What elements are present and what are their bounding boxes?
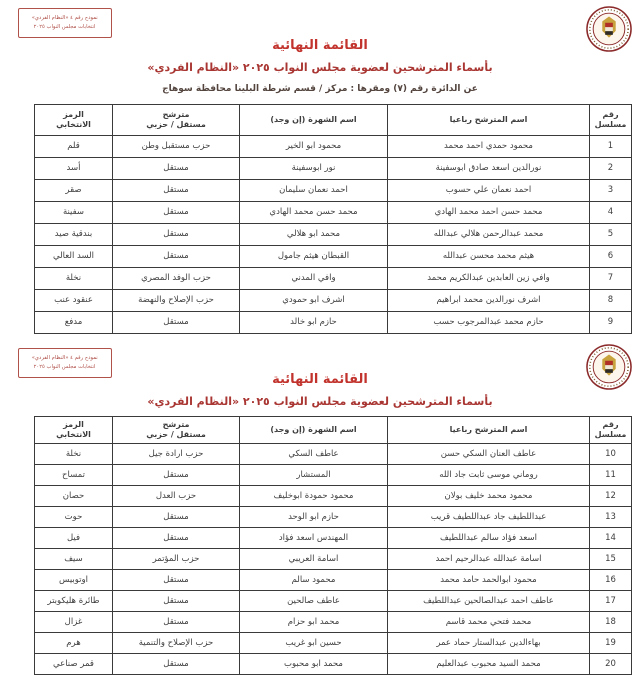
cell-party: حزب المؤتمر	[113, 549, 240, 570]
cell-party: مستقل	[113, 465, 240, 486]
table-row	[35, 158, 632, 180]
cell-symbol: قمر صناعي	[35, 654, 113, 675]
cell-party: مستقل	[113, 180, 240, 202]
cell-party: حزب الوفد المصري	[113, 268, 240, 290]
table-row	[35, 290, 632, 312]
cell-serial: 13	[590, 507, 632, 528]
cell-serial: 2	[590, 158, 632, 180]
cell-candidate-name: هيثم محمد محسن عبدالله	[388, 246, 590, 268]
header-party-line1: مترشح	[162, 110, 190, 119]
header-symbol-line1: الرمز	[63, 420, 84, 429]
cell-candidate-name: وافي زين العابدين عبدالكريم محمد	[388, 268, 590, 290]
cell-nickname: المهندس اسعد فؤاد	[240, 528, 388, 549]
cell-symbol: غزال	[35, 612, 113, 633]
cell-party: حزب الإصلاح والنهضة	[113, 290, 240, 312]
cell-candidate-name: محمود محمد خليف بولان	[388, 486, 590, 507]
header-party-line2: مستقل / حزبي	[146, 120, 206, 129]
table-row	[35, 570, 632, 591]
table-row	[35, 528, 632, 549]
cell-serial: 18	[590, 612, 632, 633]
cell-nickname: احمد نعمان سليمان	[240, 180, 388, 202]
candidates-table-page-1	[34, 104, 632, 334]
cell-nickname: وافي المدني	[240, 268, 388, 290]
cell-party: مستقل	[113, 654, 240, 675]
table-row	[35, 202, 632, 224]
cell-party: مستقل	[113, 158, 240, 180]
cell-serial: 20	[590, 654, 632, 675]
table-row	[35, 549, 632, 570]
cell-candidate-name: عاطف العنان السكي حسن	[388, 444, 590, 465]
table-header-row	[35, 417, 632, 444]
page-subtitle: بأسماء المترشحين لعضوية مجلس النواب ٢٠٢٥ «النظام الفردي»	[147, 61, 493, 74]
cell-symbol: سفينة	[35, 202, 113, 224]
cell-party: مستقل	[113, 612, 240, 633]
cell-serial: 14	[590, 528, 632, 549]
header-candidate-name: اسم المترشح رباعيا	[388, 417, 590, 444]
table-header-row	[35, 105, 632, 136]
header-serial-line1: رقم	[602, 110, 619, 119]
final-list-page-2	[0, 340, 640, 679]
cell-nickname: اشرف ابو حمودي	[240, 290, 388, 312]
header-serial	[590, 417, 632, 444]
cell-party: مستقل	[113, 246, 240, 268]
header-nickname: اسم الشهرة (إن وجد)	[240, 105, 388, 136]
page-subtitle: بأسماء المترشحين لعضوية مجلس النواب ٢٠٢٥ «النظام الفردي»	[147, 395, 493, 408]
header-serial	[590, 105, 632, 136]
cell-serial: 15	[590, 549, 632, 570]
header-candidate-name: اسم المترشح رباعيا	[388, 105, 590, 136]
table-row	[35, 180, 632, 202]
cell-nickname: محمود ابو الخير	[240, 136, 388, 158]
cell-symbol: مدفع	[35, 312, 113, 334]
cell-nickname: محمد ابو هلالي	[240, 224, 388, 246]
cell-candidate-name: بهاءالدين عبدالستار حماد عمر	[388, 633, 590, 654]
cell-candidate-name: روماني موسى ثابت جاد الله	[388, 465, 590, 486]
table-row	[35, 444, 632, 465]
cell-party: حزب الإصلاح والتنمية	[113, 633, 240, 654]
header-symbol	[35, 105, 113, 136]
cell-nickname: نور ابوسفينة	[240, 158, 388, 180]
cell-serial: 4	[590, 202, 632, 224]
cell-serial: 16	[590, 570, 632, 591]
cell-candidate-name: عبداللطيف جاد عبداللطيف قريب	[388, 507, 590, 528]
cell-serial: 7	[590, 268, 632, 290]
table-row	[35, 612, 632, 633]
cell-party: مستقل	[113, 312, 240, 334]
candidates-table-page-2	[34, 416, 632, 675]
table-row	[35, 465, 632, 486]
cell-symbol: فيل	[35, 528, 113, 549]
cell-candidate-name: اسعد فؤاد سالم عبداللطيف	[388, 528, 590, 549]
table-body	[35, 444, 632, 675]
stamp-line-2: انتخابات مجلس النواب ٢٠٢٥	[34, 23, 96, 30]
page-title: القائمة النهائية	[272, 38, 368, 53]
cell-symbol: أسد	[35, 158, 113, 180]
cell-party: حزب مستقبل وطن	[113, 136, 240, 158]
table-row	[35, 486, 632, 507]
table-row	[35, 136, 632, 158]
cell-candidate-name: محمد عبدالرحمن هلالي عبدالله	[388, 224, 590, 246]
cell-serial: 19	[590, 633, 632, 654]
cell-symbol: تمساح	[35, 465, 113, 486]
cell-serial: 5	[590, 224, 632, 246]
header-party-line2: مستقل / حزبي	[146, 430, 206, 439]
header-nickname: اسم الشهرة (إن وجد)	[240, 417, 388, 444]
cell-symbol: نخلة	[35, 444, 113, 465]
cell-nickname: محمود حمودة ابوخليف	[240, 486, 388, 507]
cell-nickname: المستشار	[240, 465, 388, 486]
cell-candidate-name: نورالدين اسعد صادق ابوسفينة	[388, 158, 590, 180]
cell-candidate-name: احمد نعمان علي حسوب	[388, 180, 590, 202]
cell-nickname: اسامة العريبي	[240, 549, 388, 570]
district-line: عن الدائرة رقم (٧) ومقرها : مركز / قسم شرطة البلينا محافظة سوهاج	[162, 84, 478, 94]
stamp-line-1: نموذج رقم ٤ «النظام الفردي»	[32, 15, 98, 22]
cell-symbol: صقر	[35, 180, 113, 202]
cell-nickname: عاطف السكي	[240, 444, 388, 465]
cell-serial: 1	[590, 136, 632, 158]
cell-candidate-name: اسامة عبدالله عبدالرحيم احمد	[388, 549, 590, 570]
header-party	[113, 105, 240, 136]
cell-serial: 11	[590, 465, 632, 486]
table-body	[35, 136, 632, 334]
cell-serial: 8	[590, 290, 632, 312]
cell-party: حزب العدل	[113, 486, 240, 507]
cell-party: مستقل	[113, 528, 240, 549]
cell-candidate-name: محمد حسن احمد محمد الهادي	[388, 202, 590, 224]
header-serial-line1: رقم	[602, 420, 619, 429]
header-symbol	[35, 417, 113, 444]
cell-candidate-name: عاطف احمد عبدالصالحين عبداللطيف	[388, 591, 590, 612]
cell-candidate-name: محمود ابوالحمد حامد محمد	[388, 570, 590, 591]
cell-symbol: عنقود عنب	[35, 290, 113, 312]
cell-party: مستقل	[113, 507, 240, 528]
form-number-stamp	[18, 8, 112, 38]
cell-symbol: هرم	[35, 633, 113, 654]
header-symbol-line2: الانتخابي	[56, 430, 91, 439]
cell-serial: 3	[590, 180, 632, 202]
cell-symbol: حوت	[35, 507, 113, 528]
header-symbol-line1: الرمز	[63, 110, 84, 119]
header-symbol-line2: الانتخابي	[56, 120, 91, 129]
stamp-line-2: انتخابات مجلس النواب ٢٠٢٥	[34, 363, 96, 370]
cell-party: مستقل	[113, 591, 240, 612]
header-party	[113, 417, 240, 444]
cell-nickname: القبطان هيثم جامول	[240, 246, 388, 268]
table-row	[35, 654, 632, 675]
cell-nickname: حسين ابو غريب	[240, 633, 388, 654]
table-row	[35, 591, 632, 612]
cell-party: حزب ارادة جيل	[113, 444, 240, 465]
cell-symbol: السد العالي	[35, 246, 113, 268]
header-serial-line2: مسلسل	[594, 430, 627, 439]
cell-party: مستقل	[113, 570, 240, 591]
table-row	[35, 633, 632, 654]
cell-serial: 6	[590, 246, 632, 268]
cell-symbol: حصان	[35, 486, 113, 507]
cell-nickname: محمد ابو محبوب	[240, 654, 388, 675]
cell-party: مستقل	[113, 224, 240, 246]
cell-serial: 12	[590, 486, 632, 507]
cell-nickname: محمود سالم	[240, 570, 388, 591]
cell-nickname: عاطف صالحين	[240, 591, 388, 612]
cell-candidate-name: حازم محمد عبدالمرجوب حسب	[388, 312, 590, 334]
header-serial-line2: مسلسل	[594, 120, 627, 129]
cell-candidate-name: محمود حمدي احمد محمد	[388, 136, 590, 158]
cell-candidate-name: محمد السيد محبوب عبدالعليم	[388, 654, 590, 675]
stamp-line-1: نموذج رقم ٤ «النظام الفردي»	[32, 355, 98, 362]
cell-candidate-name: محمد فتحي محمد قاسم	[388, 612, 590, 633]
cell-symbol: قلم	[35, 136, 113, 158]
table-row	[35, 268, 632, 290]
cell-symbol: اوتوبيس	[35, 570, 113, 591]
cell-serial: 10	[590, 444, 632, 465]
cell-nickname: حازم ابو الوحد	[240, 507, 388, 528]
header-party-line1: مترشح	[162, 420, 190, 429]
table-row	[35, 312, 632, 334]
table-row	[35, 507, 632, 528]
cell-nickname: حازم ابو خالد	[240, 312, 388, 334]
cell-symbol: طائرة هليكوبتر	[35, 591, 113, 612]
cell-serial: 9	[590, 312, 632, 334]
cell-candidate-name: اشرف نورالدين محمد ابراهيم	[388, 290, 590, 312]
cell-symbol: نخلة	[35, 268, 113, 290]
cell-symbol: سيف	[35, 549, 113, 570]
cell-party: مستقل	[113, 202, 240, 224]
cell-nickname: محمد حسن محمد الهادي	[240, 202, 388, 224]
cell-nickname: محمد ابو حزام	[240, 612, 388, 633]
table-row	[35, 224, 632, 246]
page-title: القائمة النهائية	[272, 372, 368, 387]
cell-symbol: بندقية صيد	[35, 224, 113, 246]
cell-serial: 17	[590, 591, 632, 612]
table-row	[35, 246, 632, 268]
